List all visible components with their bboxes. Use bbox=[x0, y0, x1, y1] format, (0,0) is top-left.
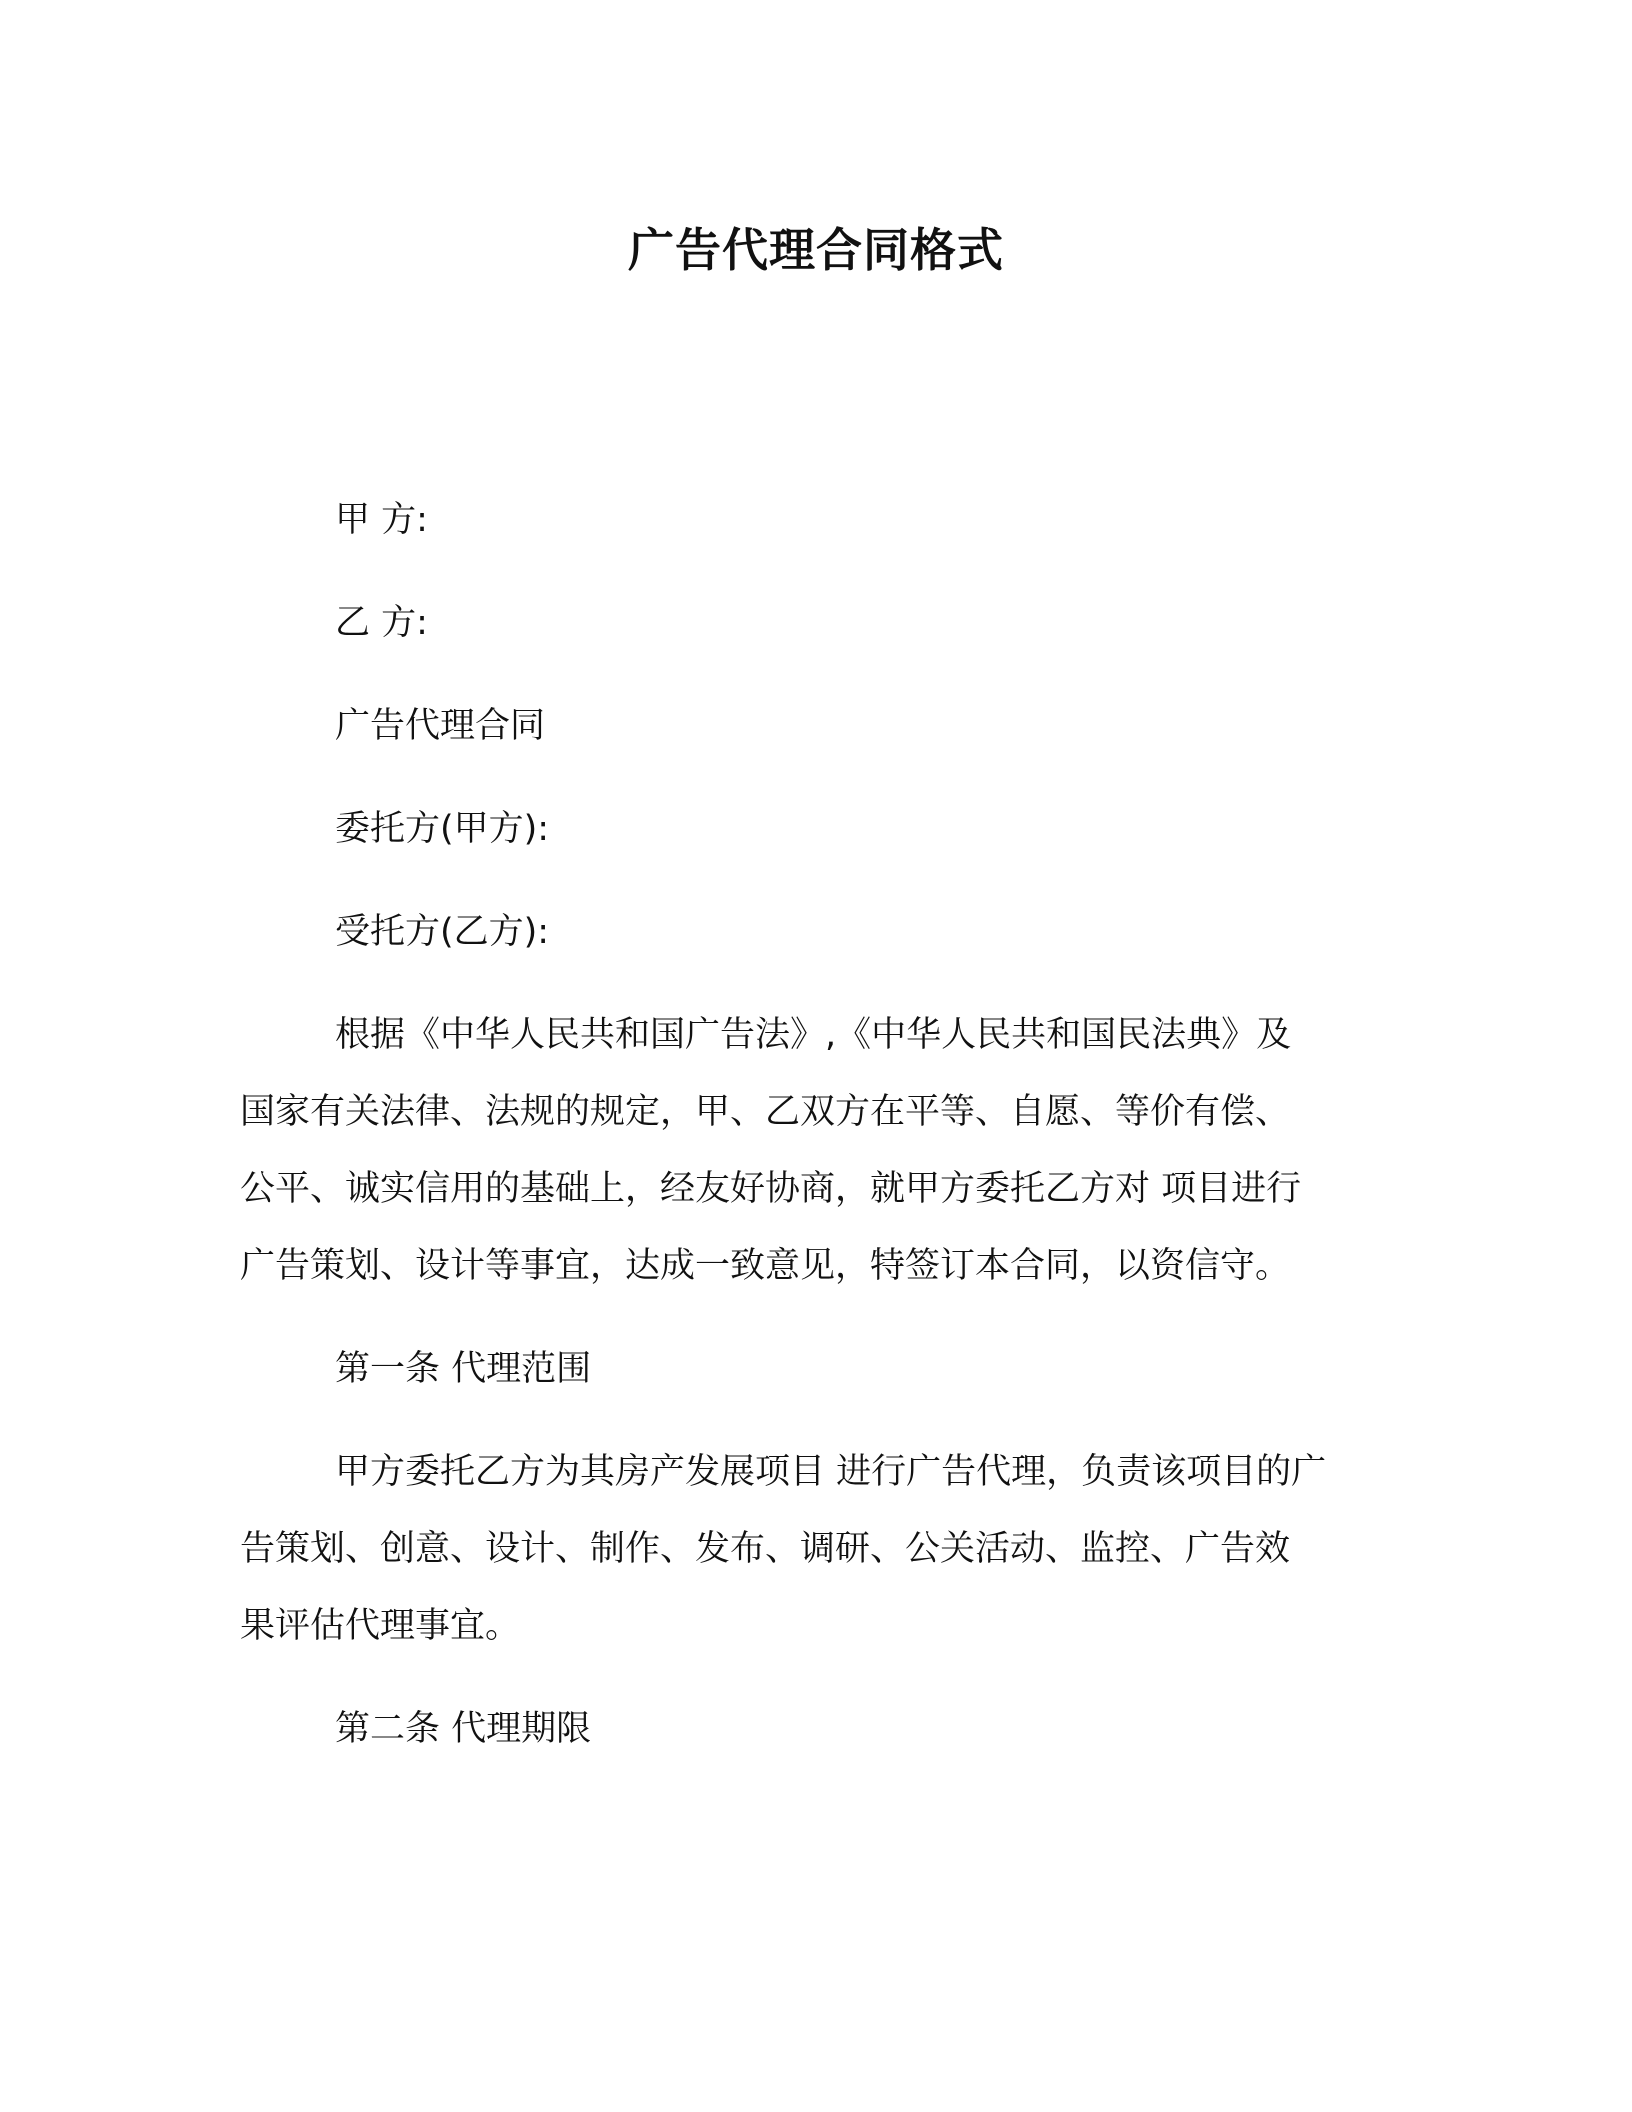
document-title: 广告代理合同格式 bbox=[628, 223, 1004, 277]
party-a-label: 甲 方: bbox=[335, 500, 428, 540]
article2-heading: 第二条 代理期限 bbox=[335, 1709, 592, 1749]
preamble-line: 广告策划、设计等事宜，达成一致意见，特签订本合同，以资信守。 bbox=[240, 1246, 1291, 1286]
contract-heading: 广告代理合同 bbox=[335, 706, 546, 746]
article1-heading: 第一条 代理范围 bbox=[335, 1349, 592, 1389]
preamble-line: 根据《中华人民共和国广告法》,《中华人民共和国民法典》及 bbox=[335, 1015, 1292, 1055]
article1-line: 果评估代理事宜。 bbox=[240, 1606, 521, 1646]
client-label: 委托方(甲方): bbox=[335, 809, 550, 849]
preamble-line: 国家有关法律、法规的规定，甲、乙双方在平等、自愿、等价有偿、 bbox=[240, 1092, 1291, 1132]
agent-label: 受托方(乙方): bbox=[335, 912, 550, 952]
party-b-label: 乙 方: bbox=[335, 603, 428, 643]
article1-line: 告策划、创意、设计、制作、发布、调研、公关活动、监控、广告效 bbox=[240, 1529, 1291, 1569]
preamble-line: 公平、诚实信用的基础上，经友好协商，就甲方委托乙方对 项目进行 bbox=[240, 1169, 1302, 1209]
article1-line: 甲方委托乙方为其房产发展项目 进行广告代理，负责该项目的广 bbox=[335, 1452, 1327, 1492]
